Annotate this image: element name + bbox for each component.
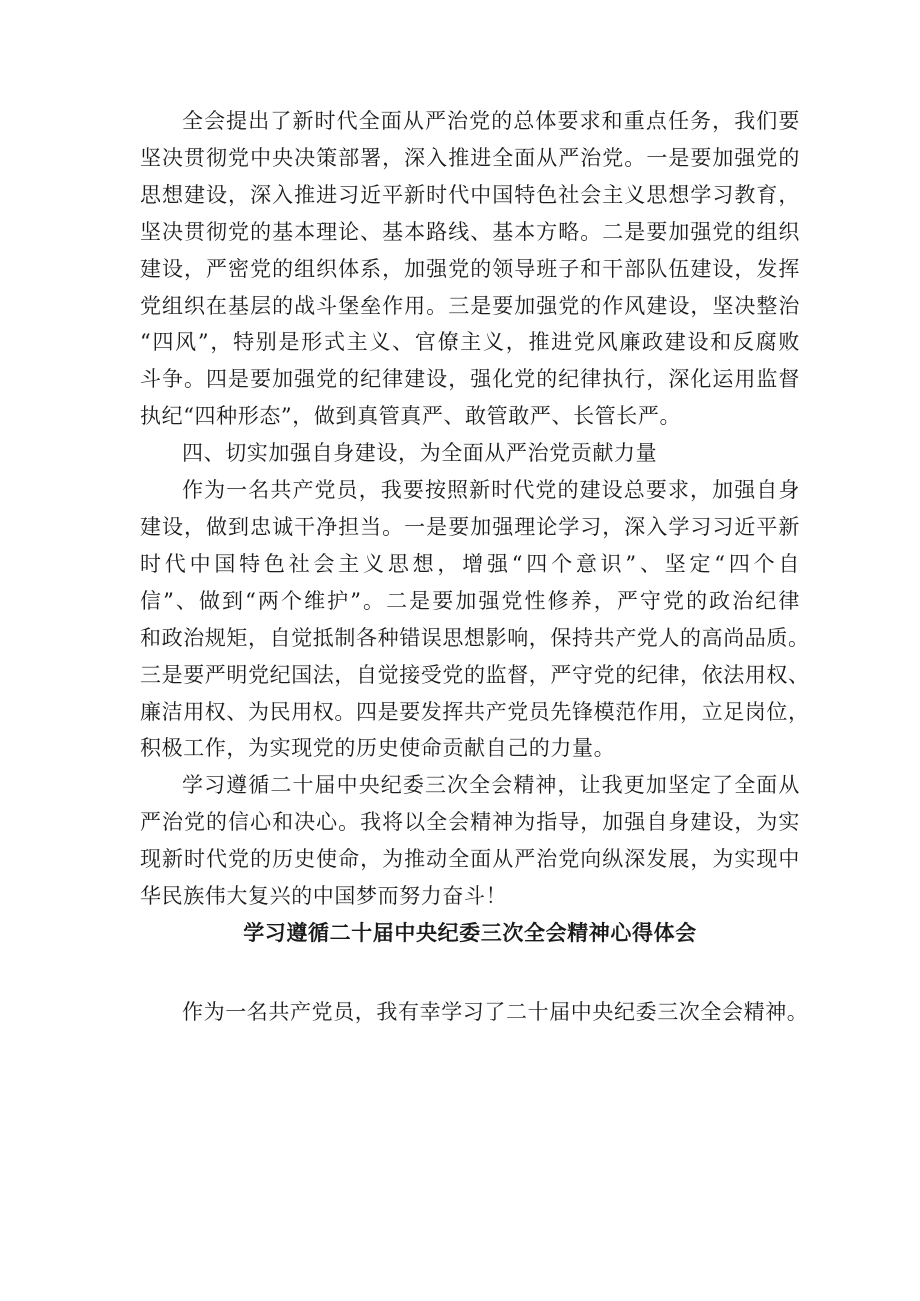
text-line: 坚决贯彻党中央决策部署，深入推进全面从严治党。一是要加强党的: [140, 145, 800, 170]
text-line: 时代中国特色社会主义思想，增强“四个意识”、坚定“四个自: [140, 551, 800, 576]
text-line: 全会提出了新时代全面从严治党的总体要求和重点任务，我们要: [182, 109, 800, 133]
text-line: 坚决贯彻党的基本理论、基本路线、基本方略。二是要加强党的组织: [140, 219, 800, 244]
text-line: 和政治规矩，自觉抵制各种错误思想影响，保持共产党人的高尚品质。: [140, 625, 810, 650]
text-line: 信”、做到“两个维护”。二是要加强党性修养，严守党的政治纪律: [140, 588, 800, 613]
text-line: 积极工作，为实现党的历史使命贡献自己的力量。: [140, 736, 616, 761]
text-line: 严治党的信心和决心。我将以全会精神为指导，加强自身建设，为实: [140, 810, 800, 835]
body-paragraph: [140, 103, 800, 435]
text-line: 党组织在基层的战斗堡垒作用。三是要加强党的作风建设，坚决整治: [140, 293, 800, 318]
body-paragraph: [140, 767, 800, 915]
document-page: [140, 103, 810, 1031]
document-title: 学习遵循二十届中央纪委三次全会精神心得体会: [243, 920, 697, 945]
blank-line: [140, 952, 800, 994]
text-line: 执纪“四种形态”，做到真管真严、敢管敢严、长管长严。: [140, 404, 682, 429]
text-line: 建设，严密党的组织体系，加强党的领导班子和干部队伍建设，发挥: [140, 256, 800, 281]
text-line: 华民族伟大复兴的中国梦而努力奋斗！: [140, 884, 508, 909]
text-line: 作为一名共产党员，我有幸学习了二十届中央纪委三次全会精神。: [182, 999, 809, 1024]
text-line: 四、切实加强自身建设，为全面从严治党贡献力量: [182, 441, 658, 466]
body-paragraph: [140, 472, 810, 767]
section-heading: [140, 435, 800, 472]
text-line: 思想建设，深入推进习近平新时代中国特色社会主义思想学习教育，: [140, 182, 800, 207]
body-paragraph: [140, 994, 809, 1031]
text-line: 学习遵循二十届中央纪委三次全会精神，让我更加坚定了全面从: [182, 773, 800, 798]
text-line: 作为一名共产党员，我要按照新时代党的建设总要求，加强自身: [182, 478, 800, 503]
text-line: 现新时代党的历史使命，为推动全面从严治党向纵深发展，为实现中: [140, 847, 800, 872]
text-line: “四风”，特别是形式主义、官僚主义，推进党风廉政建设和反腐败: [140, 330, 800, 355]
text-line: 建设，做到忠诚干净担当。一是要加强理论学习，深入学习习近平新: [140, 514, 800, 539]
text-line: 斗争。四是要加强党的纪律建设，强化党的纪律执行，深化运用监督: [140, 367, 800, 392]
text-line: 廉洁用权、为民用权。四是要发挥共产党员先锋模范作用，立足岗位，: [140, 699, 810, 724]
text-line: 三是要严明党纪国法，自觉接受党的监督，严守党的纪律，依法用权、: [140, 662, 810, 687]
